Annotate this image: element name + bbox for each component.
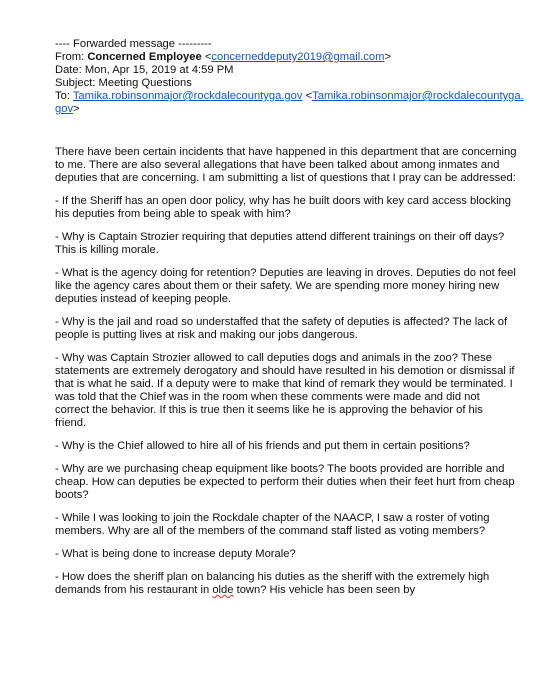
question-paragraph: - What is being done to increase deputy Morale? [55,548,296,560]
email-header [55,38,525,116]
to-line: To: Tamika.robinsonmajor@rockdalecountyga.gov <Tamika.robinsonmajor@rockdalecountyga.gov> [55,90,524,115]
to-label: To: [55,90,73,102]
question-paragraph: - Why is the jail and road so understaffed that the safety of deputies is affected? The lack of people is putting lives at risk and making our jobs dangerous. [55,316,508,341]
question-paragraph: - Why was Captain Strozier allowed to call deputies dogs and animals in the zoo? These statements are extremely derogatory and should have resulted in his demotion or dismissal if that is what he said. If a deputy were to make that kind of remark they would be terminated. I was told that the Chief was in the room when these comments were made and did not correct the behavior. If this is true then it seems like he is approving the behavior of his friend. [55,352,515,429]
recipient-email-link[interactable]: Tamika.robinsonmajor@rockdalecountyga.gov [72,90,303,102]
question-paragraph: - What is the agency doing for retention? Deputies are leaving in droves. Deputies do not feel like the agency cares about them or their safety. We are spending more money hiring new deputies instead of keeping people. [55,267,516,305]
recipient-email-link-2[interactable]: Tamika.robinsonmajor@rockdalecountyga.gov [55,90,524,115]
last-question-tail: town? His vehicle has been seen by [233,584,416,596]
sender-email-link[interactable]: concerneddeputy2019@gmail.com [211,51,385,63]
question-paragraph: - Why is Captain Strozier requiring that deputies attend different trainings on their off days? This is killing morale. [55,231,505,256]
question-paragraph: - If the Sheriff has an open door policy, why has he built doors with key card access blocking his deputies from being able to speak with him? [55,195,512,220]
spellcheck-word: olde [212,584,234,596]
email-body [55,146,517,607]
subject-line: Subject: Meeting Questions [55,77,192,89]
forwarded-marker: ---- Forwarded message --------- [55,38,212,50]
question-paragraph: - Why are we purchasing cheap equipment like boots? The boots provided are horrible and cheap. How can deputies be expected to perform their duties when their feet hurt from cheap boots? [55,463,515,501]
last-question-text: - How does the sheriff plan on balancing his duties as the sheriff with the extremely high demands from his restaurant in [55,571,490,596]
question-paragraph: - Why is the Chief allowed to hire all of his friends and put them in certain positions? [55,440,470,452]
question-paragraph: - While I was looking to join the Rockdale chapter of the NAACP, I saw a roster of voting members. Why are all of the members of the command staff listed as voting members? [55,512,490,537]
from-line: From: Concerned Employee <concerneddeputy2019@gmail.com> [55,51,391,63]
last-question-paragraph [55,571,517,597]
from-label: From: [55,51,88,63]
intro-paragraph: There have been certain incidents that have happened in this department that are concerning to me. There are also several allegations that have been talked about among inmates and deputies that are concerning. I am submitting a list of questions that I pray can be addressed: [55,146,517,184]
sender-name: Concerned Employee [87,51,202,63]
date-line: Date: Mon, Apr 15, 2019 at 4:59 PM [55,64,234,76]
